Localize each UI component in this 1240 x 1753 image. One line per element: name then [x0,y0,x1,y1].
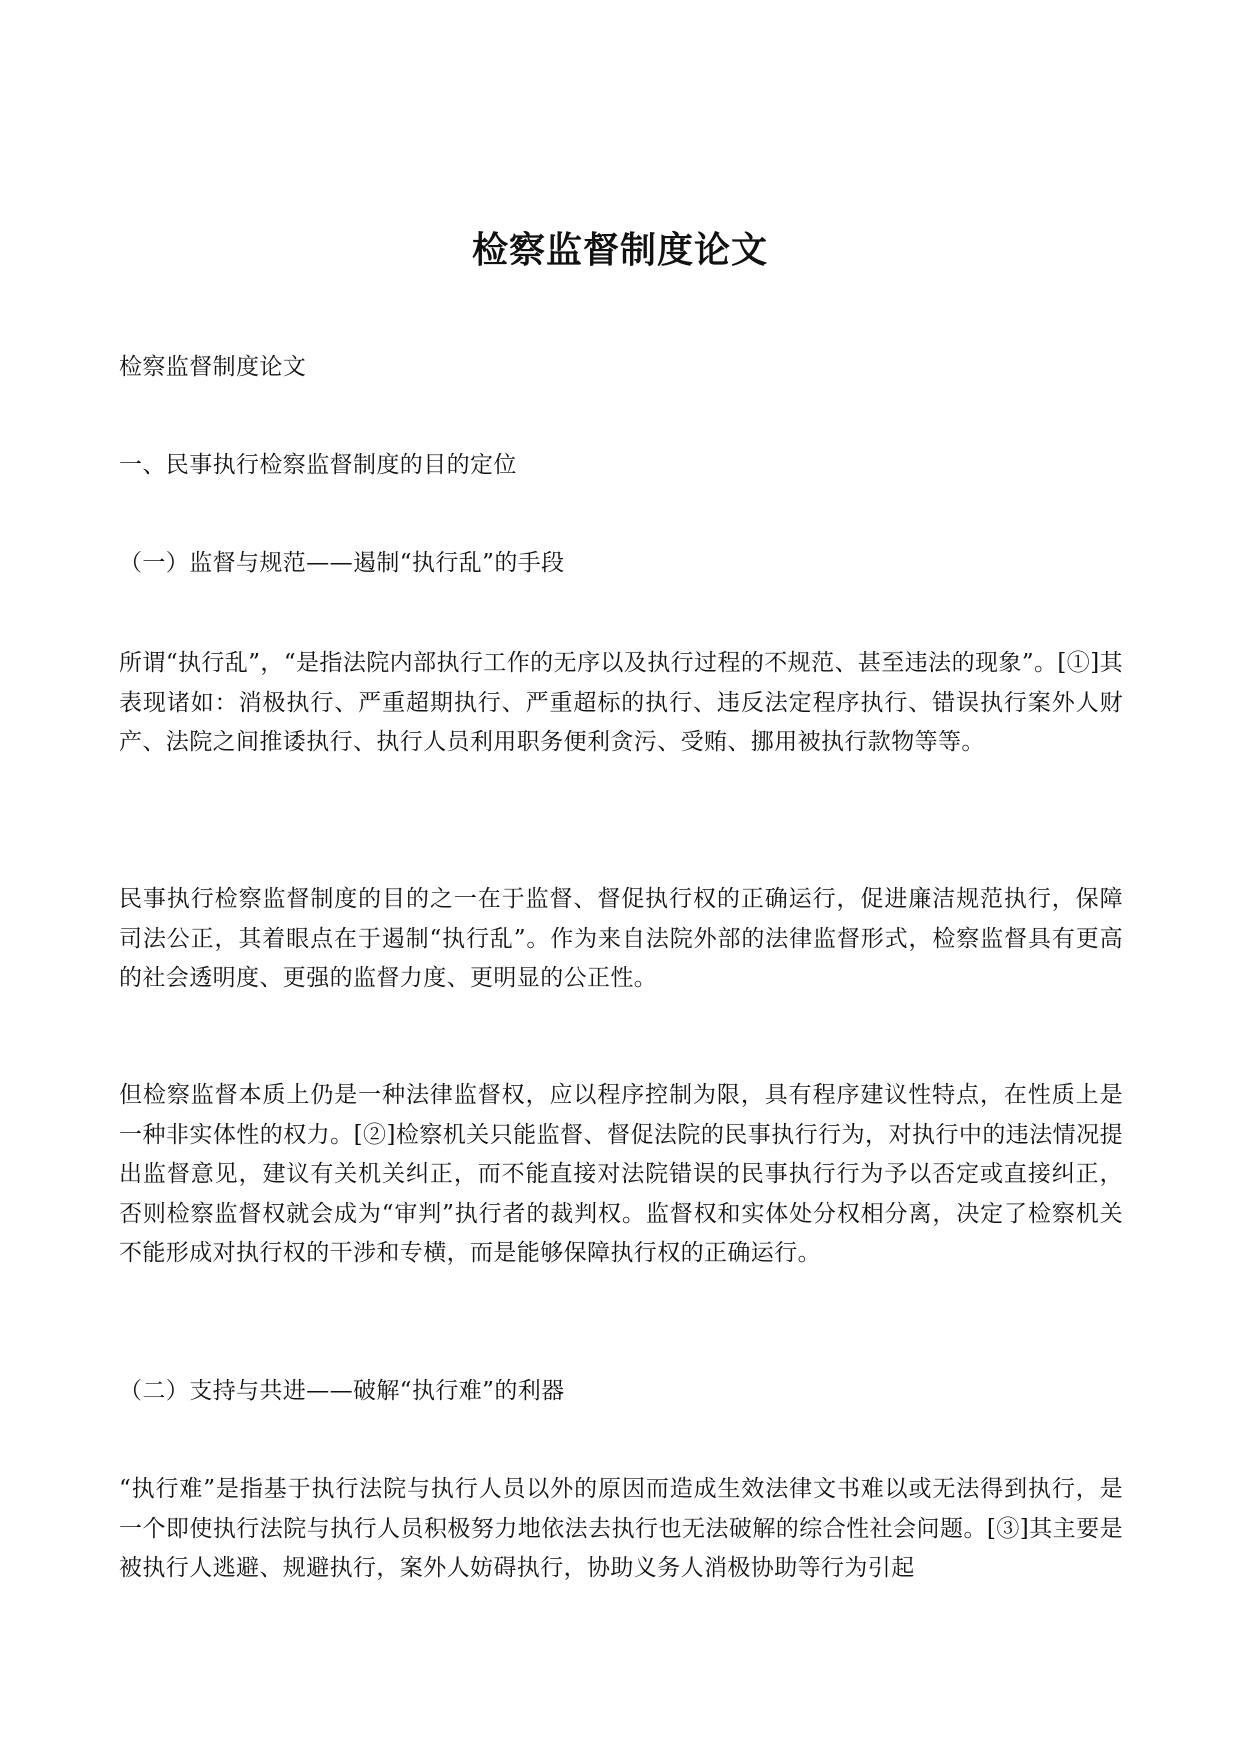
document-title: 检察监督制度论文 [471,229,768,271]
subsection-1-heading: （一）监督与规范——遏制“执行乱”的手段 [119,550,565,576]
document-subtitle: 检察监督制度论文 [119,354,307,380]
paragraph: “执行难”是指基于执行法院与执行人员以外的原因而造成生效法律文书难以或无法得到执行，是一个即使执行法院与执行人员积极努力地依法去执行也无法破解的综合性社会问题。[③]其主要是被执行人逃避、规避执行，案外人妨碍执行，协助义务人消极协助等行为引起 [119,1476,1123,1581]
section-1-heading: 一、民事执行检察监督制度的目的定位 [119,452,517,478]
paragraph: 所谓“执行乱”，“是指法院内部执行工作的无序以及执行过程的不规范、甚至违法的现象”。[①]其表现诸如：消极执行、严重超期执行、严重超标的执行、违反法定程序执行、错误执行案外人财产、法院之间推诿执行、执行人员利用职务便利贪污、受贿、挪用被执行款物等等。 [119,650,1123,755]
subsection-2-heading: （二）支持与共进——破解“执行难”的利器 [119,1378,565,1404]
paragraph: 但检察监督本质上仍是一种法律监督权，应以程序控制为限，具有程序建议性特点，在性质上是一种非实体性的权力。[②]检察机关只能监督、督促法院的民事执行行为，对执行中的违法情况提出监督意见，建议有关机关纠正，而不能直接对法院错误的民事执行行为予以否定或直接纠正，否则检察监督权就会成为“审判”执行者的裁判权。监督权和实体处分权相分离，决定了检察机关不能形成对执行权的干涉和专横，而是能够保障执行权的正确运行。 [119,1082,1123,1266]
paragraph: 民事执行检察监督制度的目的之一在于监督、督促执行权的正确运行，促进廉洁规范执行，保障司法公正，其着眼点在于遏制“执行乱”。作为来自法院外部的法律监督形式，检察监督具有更高的社会透明度、更强的监督力度、更明显的公正性。 [119,886,1123,991]
